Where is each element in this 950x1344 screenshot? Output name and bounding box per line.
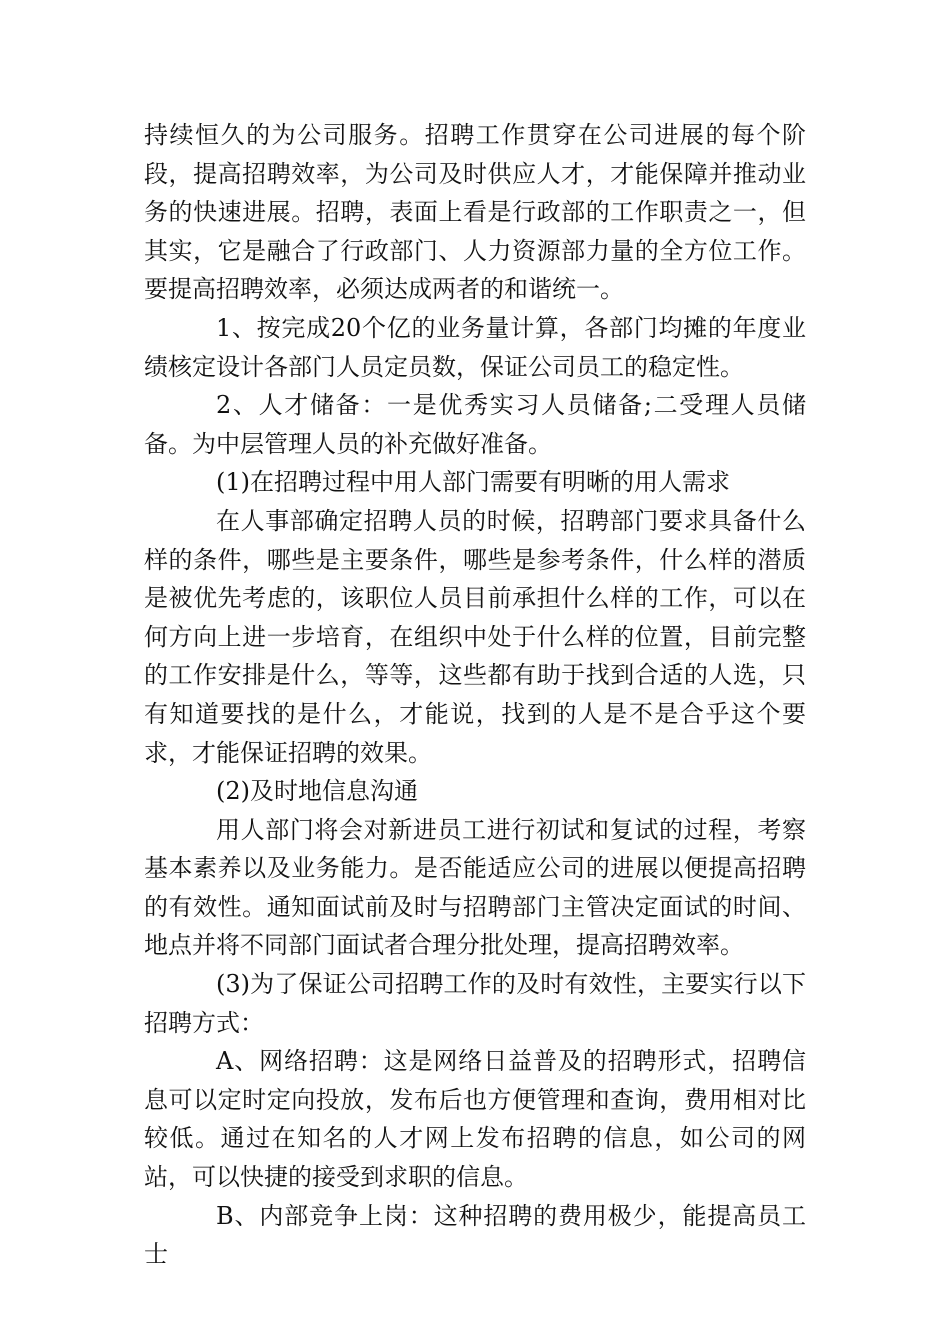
paragraph-item-2-talent-reserve: 2、人才储备：一是优秀实习人员储备;二受理人员储备。为中层管理人员的补充做好准备。 bbox=[144, 391, 806, 458]
paragraph-method-b-internal: B、内部竞争上岗：这种招聘的费用极少，能提高员工士 bbox=[144, 1201, 806, 1269]
document-body bbox=[144, 116, 806, 1274]
paragraph-item-1-staffing: 1、按完成20个亿的业务量计算，各部门均摊的年度业绩核定设计各部门人员定员数，保证公司员工的稳定性。 bbox=[144, 313, 806, 381]
paragraph-subheading-2: (2)及时地信息沟通 bbox=[216, 777, 418, 806]
paragraph-communication-detail: 用人部门将会对新进员工进行初试和复试的过程，考察基本素养以及业务能力。是否能适应公司的进展以便提高招聘的有效性。通知面试前及时与招聘部门主管决定面试的时间、地点并将不同部门面试者合理分批处理，提高招聘效率。 bbox=[144, 815, 806, 960]
paragraph-subheading-1: (1)在招聘过程中用人部门需要有明晰的用人需求 bbox=[216, 468, 730, 497]
paragraph-requirements-detail: 在人事部确定招聘人员的时候，招聘部门要求具备什么样的条件，哪些是主要条件，哪些是参考条件，什么样的潜质是被优先考虑的，该职位人员目前承担什么样的工作，可以在何方向上进一步培育，在组织中处于什么样的位置，目前完整的工作安排是什么，等等，这些都有助于找到合适的人选，只有知道要找的是什么，才能说，找到的人是不是合乎这个要求，才能保证招聘的效果。 bbox=[144, 506, 806, 767]
paragraph-subheading-3: (3)为了保证公司招聘工作的及时有效性，主要实行以下招聘方式： bbox=[144, 970, 806, 1037]
paragraph-intro-continued: 持续恒久的为公司服务。招聘工作贯穿在公司进展的每个阶段，提高招聘效率，为公司及时供应人才，才能保障并推动业务的快速进展。招聘，表面上看是行政部的工作职责之一，但其实，它是融合了行政部门、人力资源部力量的全方位工作。要提高招聘效率，必须达成两者的和谐统一。 bbox=[144, 121, 806, 304]
paragraph-method-a-online: A、网络招聘：这是网络日益普及的招聘形式，招聘信息可以定时定向投放，发布后也方便管理和查询，费用相对比较低。通过在知名的人才网上发布招聘的信息，如公司的网站，可以快捷的接受到求职的信息。 bbox=[144, 1047, 806, 1192]
